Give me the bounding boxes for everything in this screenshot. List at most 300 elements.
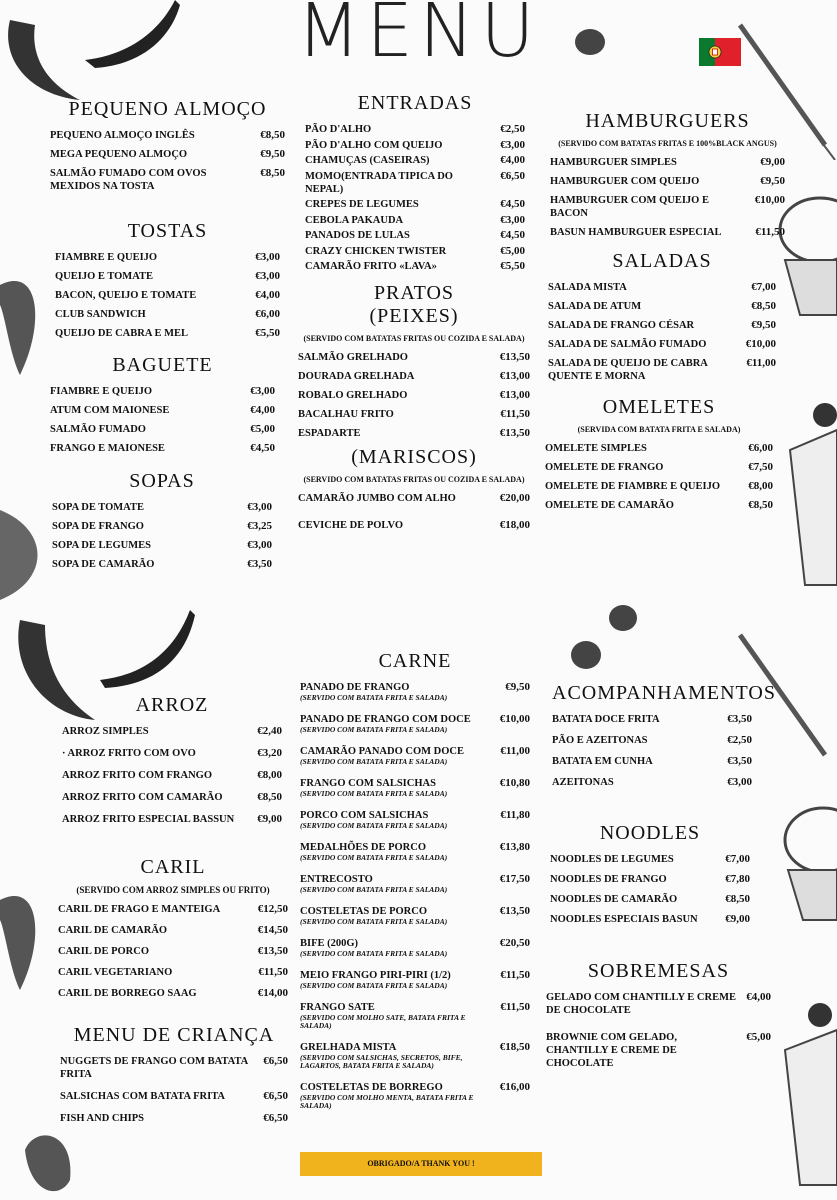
menu-item-name	[300, 809, 500, 830]
section-title: ACOMPANHAMENTOS	[552, 682, 776, 704]
section-sobremesas	[546, 960, 771, 1084]
menu-item-name-text: QUEIJO E TOMATE	[55, 271, 154, 282]
pepper-sketch-icon	[0, 880, 45, 1000]
menu-item	[552, 734, 752, 747]
thank-you-banner: OBRIGADO/A THANK YOU !	[300, 1152, 542, 1176]
menu-item-price: €2,40	[257, 725, 282, 737]
menu-item-name-text: COSTELETAS DE PORCO	[300, 906, 427, 917]
menu-item-name	[58, 987, 258, 1000]
menu-item-name	[55, 327, 255, 340]
menu-item-name-text: CAMARÃO FRITO «LAVA»	[305, 261, 437, 272]
menu-item-price: €9,50	[505, 681, 530, 693]
menu-item-note: (SERVIDO COM BATATA FRITA E SALADA)	[300, 789, 448, 798]
menu-item-name-text: CHAMUÇAS (CASEIRAS)	[305, 155, 430, 166]
menu-item-name	[50, 442, 250, 455]
menu-item-name	[55, 289, 255, 302]
menu-item-price: €3,50	[727, 713, 752, 725]
items-entradas	[305, 123, 525, 273]
menu-item-name-text: SALADA DE QUEIJO DE CABRA QUENTE E MORNA	[548, 358, 708, 382]
menu-item-name-text: HAMBURGUER SIMPLES	[550, 157, 677, 168]
items-omeletes	[545, 442, 773, 512]
menu-item-price: €11,50	[755, 226, 785, 238]
menu-item	[546, 1031, 771, 1070]
section-carne	[300, 650, 530, 1121]
menu-item-price: €5,00	[500, 244, 525, 257]
menu-item-note: (SERVIDO COM SALSICHAS, SECRETOS, BIFE, LAGARTOS, BATATA FRITA E SALADA)	[300, 1053, 463, 1070]
menu-item-name	[548, 281, 751, 294]
menu-item-price: €3,00	[247, 501, 272, 513]
menu-item-note: (SERVIDO COM BATATA FRITA E SALADA)	[300, 917, 448, 926]
items-noodles	[550, 853, 750, 926]
menu-item-name	[60, 1055, 263, 1081]
menu-item	[300, 937, 530, 958]
menu-item-price: €6,50	[263, 1112, 288, 1124]
menu-item-note: (SERVIDO COM BATATA FRITA E SALADA)	[300, 885, 448, 894]
items-saladas	[548, 281, 776, 383]
menu-item-price: €18,00	[499, 519, 530, 531]
menu-item	[305, 214, 525, 227]
menu-item-name-text: NOODLES DE CAMARÃO	[550, 894, 678, 905]
menu-item-price: €6,00	[748, 442, 773, 454]
menu-item-name	[300, 1041, 500, 1070]
menu-item-name-text: SOPA DE TOMATE	[52, 502, 144, 513]
menu-item	[298, 351, 530, 364]
menu-item-price: €9,50	[260, 148, 285, 160]
menu-item-name-text: BATATA EM CUNHA	[552, 756, 653, 767]
menu-item-name-text: SALMÃO FUMADO	[50, 424, 146, 435]
menu-item-price: €8,50	[748, 499, 773, 511]
menu-item	[305, 229, 525, 242]
menu-item-price: €2,50	[727, 734, 752, 746]
menu-item-price: €11,00	[746, 357, 776, 369]
menu-item-price: €12,50	[257, 903, 288, 915]
menu-item	[305, 198, 525, 211]
menu-item-price: €11,00	[500, 745, 530, 757]
menu-item	[305, 123, 525, 136]
menu-item-name-text: ROBALO GRELHADO	[298, 390, 408, 401]
menu-item	[546, 991, 771, 1017]
items-carne	[300, 681, 530, 1110]
menu-item-name-text: ATUM COM MAIONESE	[50, 405, 170, 416]
section-crianca	[60, 1024, 288, 1134]
menu-item-name	[552, 776, 727, 789]
menu-item-price: €4,50	[250, 442, 275, 454]
menu-item-price: €4,50	[500, 198, 525, 210]
menu-item-name	[552, 734, 727, 747]
menu-item-price: €3,00	[500, 213, 525, 226]
section-arroz	[62, 694, 282, 835]
menu-item	[62, 747, 282, 760]
menu-item	[50, 385, 275, 398]
menu-item-name-text: SALSICHAS COM BATATA FRITA	[60, 1091, 226, 1102]
menu-item-price: €3,00	[247, 539, 272, 551]
menu-item-note: (SERVIDO COM BATATA FRITA E SALADA)	[300, 821, 448, 830]
menu-item-name-text: OMELETE DE FRANGO	[545, 462, 664, 473]
menu-item-name	[50, 404, 250, 417]
section-subtitle: (SERVIDO COM ARROZ SIMPLES OU FRITO)	[76, 885, 270, 895]
menu-item-price: €13,50	[499, 905, 530, 917]
menu-item-name	[55, 308, 255, 321]
menu-item	[300, 1041, 530, 1070]
menu-item-name	[60, 1090, 263, 1103]
menu-item-price: €4,00	[500, 154, 525, 166]
menu-item	[58, 945, 288, 958]
menu-item	[300, 777, 530, 798]
menu-item-price: €6,50	[500, 169, 525, 182]
menu-item-name	[550, 226, 755, 239]
menu-item	[300, 841, 530, 862]
menu-item-name-text: NUGGETS DE FRANGO COM BATATA FRITA	[60, 1056, 248, 1080]
section-pequeno-almoco	[50, 98, 285, 199]
menu-item-note: (SERVIDO COM MOLHO MENTA, BATATA FRITA E SALADA)	[300, 1093, 474, 1110]
menu-item-price: €3,00	[255, 270, 280, 282]
menu-item-name-text: GRELHADA MISTA	[300, 1042, 397, 1053]
menu-item-price: €16,00	[499, 1081, 530, 1093]
section-omeletes	[545, 396, 773, 518]
menu-item-name	[545, 480, 748, 493]
menu-item-price: €5,00	[746, 1031, 771, 1043]
menu-item-price: €14,00	[257, 987, 288, 999]
menu-item	[50, 442, 275, 455]
menu-item-price: €9,00	[257, 813, 282, 825]
menu-item-name	[50, 385, 250, 398]
menu-item-price: €3,00	[250, 385, 275, 397]
menu-item-price: €3,20	[257, 747, 282, 759]
menu-item-name	[305, 139, 500, 152]
menu-item-name	[546, 991, 746, 1017]
menu-item	[58, 903, 288, 916]
menu-item-name-text: NOODLES ESPECIAIS BASUN	[550, 914, 698, 925]
menu-item-note: (SERVIDO COM BATATA FRITA E SALADA)	[300, 693, 448, 702]
menu-item-price: €10,80	[499, 777, 530, 789]
section-title: SALADAS	[612, 250, 712, 272]
menu-item-name-text: ENTRECOSTO	[300, 874, 373, 885]
menu-item-name	[550, 893, 725, 906]
menu-item-name	[50, 129, 260, 142]
menu-item-name-text: DOURADA GRELHADA	[298, 371, 415, 382]
menu-item-price: €3,25	[247, 520, 272, 532]
menu-item-name-text: ARROZ FRITO COM CAMARÃO	[62, 792, 223, 803]
menu-item-price: €7,80	[725, 873, 750, 885]
menu-item-name-text: CAMARÃO JUMBO COM ALHO	[298, 493, 456, 504]
menu-item	[550, 873, 750, 886]
menu-item-name-text: SALADA DE SALMÃO FUMADO	[548, 339, 707, 350]
menu-item-name-text: CARIL DE PORCO	[58, 946, 150, 957]
milkshake-icon	[785, 390, 837, 590]
menu-item-name	[305, 154, 500, 167]
menu-item-name	[550, 175, 760, 188]
menu-item	[545, 461, 773, 474]
menu-item	[62, 769, 282, 782]
menu-item-name	[548, 300, 751, 313]
menu-item-note: (SERVIDO COM BATATA FRITA E SALADA)	[300, 949, 448, 958]
menu-item	[298, 519, 530, 532]
menu-item	[550, 893, 750, 906]
section-title: (MARISCOS)	[351, 446, 477, 468]
menu-item	[298, 492, 530, 505]
menu-item-name-text: BATATA DOCE FRITA	[552, 714, 660, 725]
items-crianca	[60, 1055, 288, 1125]
section-title: CARNE	[378, 650, 452, 672]
menu-item	[298, 427, 530, 440]
menu-item-price: €6,50	[263, 1055, 288, 1067]
menu-item-name	[50, 148, 260, 161]
menu-item	[62, 725, 282, 738]
menu-item-price: €7,00	[725, 853, 750, 865]
section-title: OMELETES	[602, 396, 716, 418]
menu-item-name-text: PANADO DE FRANGO	[300, 682, 410, 693]
menu-item-price: €3,50	[247, 558, 272, 570]
menu-item-name	[62, 769, 257, 782]
section-subtitle: (SERVIDA COM BATATA FRITA E SALADA)	[577, 425, 741, 434]
menu-item-name	[50, 167, 260, 193]
menu-item	[298, 389, 530, 402]
menu-item-note: (SERVIDO COM MOLHO SATE, BATATA FRITA E SALADA)	[300, 1013, 466, 1030]
menu-item-name	[298, 370, 500, 383]
menu-item-price: €13,00	[499, 389, 530, 401]
menu-item-price: €20,00	[499, 492, 530, 504]
menu-item	[305, 170, 525, 196]
menu-item-name-text: FIAMBRE E QUEIJO	[55, 252, 158, 263]
menu-item-name-text: PEQUENO ALMOÇO INGLÊS	[50, 130, 195, 141]
cupcake-icon	[778, 800, 837, 925]
menu-item-name-text: CEVICHE DE POLVO	[298, 520, 404, 531]
section-subtitle: (SERVIDO COM BATATAS FRITAS OU COZIDA E SALADA)	[303, 334, 525, 343]
menu-item-price: €13,50	[499, 427, 530, 439]
menu-item-price: €11,80	[500, 809, 530, 821]
section-hamburguers	[550, 110, 785, 245]
menu-item	[300, 809, 530, 830]
menu-item-name	[58, 903, 258, 916]
menu-item-price: €4,00	[746, 991, 771, 1003]
section-title: NOODLES	[599, 822, 701, 844]
items-pequeno	[50, 129, 285, 193]
section-title: SOBREMESAS	[587, 960, 730, 982]
menu-item	[548, 300, 776, 313]
menu-item	[55, 308, 280, 321]
menu-item-name	[52, 558, 247, 571]
menu-item-price: €13,50	[257, 945, 288, 957]
menu-item-name-text: CRAZY CHICKEN TWISTER	[305, 245, 447, 257]
menu-item-name	[550, 853, 725, 866]
section-title: BAGUETE	[112, 354, 213, 376]
menu-item-name-text: PORCO COM SALSICHAS	[300, 810, 429, 821]
menu-item-price: €11,50	[500, 1001, 530, 1013]
menu-item-name-text: OMELETE DE FIAMBRE E QUEIJO	[545, 481, 721, 492]
items-sopas	[52, 501, 272, 571]
menu-item-name-text: SALMÃO FUMADO COM OVOS MEXIDOS NA TOSTA	[50, 168, 207, 192]
menu-item	[300, 1001, 530, 1030]
menu-item	[50, 129, 285, 142]
menu-item-price: €10,00	[499, 713, 530, 725]
menu-item-name-text: ESPADARTE	[298, 428, 361, 439]
menu-item-name	[548, 357, 746, 383]
menu-item-name-text: BIFE (200G)	[300, 938, 359, 949]
menu-item-name	[552, 713, 727, 726]
menu-title: MENU	[296, 0, 541, 74]
menu-item-name	[545, 499, 748, 512]
menu-item-name	[300, 681, 505, 702]
menu-item-name	[305, 123, 500, 136]
portugal-flag-icon[interactable]	[699, 38, 741, 66]
menu-item-name	[55, 270, 255, 283]
menu-item-name	[305, 229, 500, 242]
menu-item-name-text: BASUN HAMBURGUER ESPECIAL	[550, 227, 722, 238]
section-pratos	[298, 282, 530, 446]
menu-item-price: €3,00	[727, 776, 752, 788]
menu-item-price: €9,00	[725, 913, 750, 925]
menu-item-price: €17,50	[499, 873, 530, 885]
menu-item-price: €8,00	[257, 769, 282, 781]
menu-item-note: (SERVIDO COM BATATA FRITA E SALADA)	[300, 725, 448, 734]
menu-item-price: €2,50	[500, 123, 525, 135]
menu-item-name-text: OMELETE DE CAMARÃO	[545, 500, 674, 511]
menu-item-name	[305, 245, 500, 258]
milkshake-icon	[780, 990, 837, 1190]
menu-item-price: €13,80	[499, 841, 530, 853]
menu-item	[298, 408, 530, 421]
menu-item-note: (SERVIDO COM BATATA FRITA E SALADA)	[300, 853, 448, 862]
menu-item	[298, 370, 530, 383]
menu-item-name	[305, 170, 500, 196]
menu-item-name-text: FRANGO COM SALSICHAS	[300, 778, 436, 789]
menu-item-price: €9,50	[760, 175, 785, 187]
menu-item	[300, 681, 530, 702]
menu-item	[550, 194, 785, 220]
menu-item-name-text: ARROZ FRITO ESPECIAL BASSUN	[62, 814, 235, 825]
menu-item-name	[300, 937, 500, 958]
menu-item	[550, 156, 785, 169]
menu-item-name-text: MEIO FRANGO PIRI-PIRI (1/2)	[300, 970, 451, 981]
menu-item-name	[298, 408, 500, 421]
section-sopas	[52, 470, 272, 577]
menu-item-price: €10,00	[754, 194, 785, 206]
section-tostas	[55, 220, 280, 346]
menu-item-name-text: FRANGO E MAIONESE	[50, 443, 165, 454]
menu-item-name-text: GELADO COM CHANTILLY E CREME DE CHOCOLATE	[546, 992, 736, 1016]
menu-item	[55, 270, 280, 283]
section-subtitle: (SERVIDO COM BATATAS FRITAS E 100%BLACK ANGUS)	[558, 139, 777, 148]
menu-item	[545, 442, 773, 455]
menu-item-price: €5,50	[500, 260, 525, 272]
menu-item-name	[300, 905, 500, 926]
menu-item-price: €5,50	[255, 327, 280, 339]
menu-item-price: €7,50	[748, 461, 773, 473]
menu-item-name	[300, 1081, 500, 1110]
menu-item-price: €20,50	[499, 937, 530, 949]
menu-item	[305, 260, 525, 273]
menu-item-name	[548, 338, 746, 351]
menu-item-name	[546, 1031, 746, 1070]
menu-item-name	[62, 813, 257, 826]
menu-item-price: €8,50	[725, 893, 750, 905]
menu-item-name-text: OMELETE SIMPLES	[545, 443, 647, 454]
menu-item-name-text: FISH AND CHIPS	[60, 1113, 145, 1124]
menu-item-name-text: ARROZ SIMPLES	[62, 726, 149, 737]
menu-item	[550, 913, 750, 926]
menu-item-name	[305, 198, 500, 211]
menu-item-name	[550, 873, 725, 886]
menu-item	[300, 713, 530, 734]
menu-item-price: €9,00	[760, 156, 785, 168]
menu-item	[300, 873, 530, 894]
menu-item-name-text: SOPA DE LEGUMES	[52, 540, 151, 551]
menu-item-name	[58, 924, 258, 937]
menu-item-name-text: CLUB SANDWICH	[55, 309, 146, 320]
menu-item-name	[305, 260, 500, 273]
menu-item	[548, 281, 776, 294]
menu-item-name-text: CAMARÃO PANADO COM DOCE	[300, 746, 464, 757]
items-tostas	[55, 251, 280, 340]
menu-item-name-text: SALADA MISTA	[548, 282, 627, 293]
menu-item	[545, 480, 773, 493]
menu-item-price: €13,50	[499, 351, 530, 363]
menu-item-name-text: ARROZ FRITO COM FRANGO	[62, 770, 213, 781]
menu-item-price: €3,00	[500, 138, 525, 151]
menu-item-name-text: BACALHAU FRITO	[298, 409, 394, 420]
menu-item-name-text: FRANGO SATE	[300, 1002, 375, 1013]
menu-item	[60, 1055, 288, 1081]
menu-item-price: €8,50	[260, 129, 285, 141]
menu-item-name-text: MEGA PEQUENO ALMOÇO	[50, 149, 188, 160]
menu-item-price: €8,50	[257, 791, 282, 803]
menu-item-price: €10,00	[745, 338, 776, 350]
menu-item-price: €3,00	[255, 251, 280, 263]
menu-item-note: (SERVIDO COM BATATA FRITA E SALADA)	[300, 757, 448, 766]
menu-item-name	[300, 841, 500, 862]
menu-item-name	[62, 725, 257, 738]
menu-item	[300, 969, 530, 990]
menu-item-name-text: SALADA DE ATUM	[548, 301, 642, 312]
menu-item-name	[52, 539, 247, 552]
section-acompanhamentos	[552, 682, 776, 797]
menu-item-name	[58, 945, 258, 958]
menu-item-note: (SERVIDO COM BATATA FRITA E SALADA)	[300, 981, 448, 990]
section-noodles	[550, 822, 750, 933]
menu-item-price: €9,50	[751, 319, 776, 331]
menu-item-price: €7,00	[751, 281, 776, 293]
items-sobremesas	[546, 991, 771, 1070]
menu-item-name	[58, 966, 258, 979]
menu-item	[550, 226, 785, 239]
menu-item-name	[298, 519, 500, 532]
menu-item-price: €13,00	[499, 370, 530, 382]
pepper-sketch-icon	[0, 265, 45, 385]
menu-item	[55, 251, 280, 264]
menu-item-price: €8,50	[260, 167, 285, 179]
menu-item-name-text: HAMBURGUER COM QUEIJO	[550, 176, 700, 187]
menu-item-price: €5,00	[250, 423, 275, 435]
menu-item	[50, 148, 285, 161]
menu-item-name	[300, 969, 500, 990]
menu-item-name	[50, 423, 250, 436]
items-hamburguers	[550, 156, 785, 239]
menu-item-name-text: · ARROZ FRITO COM OVO	[62, 748, 196, 759]
menu-item-name-text: PÃO E AZEITONAS	[552, 735, 648, 746]
menu-item	[62, 791, 282, 804]
menu-item-name-text: BACON, QUEIJO E TOMATE	[55, 290, 197, 301]
menu-item	[548, 338, 776, 351]
menu-item-name	[545, 461, 748, 474]
menu-item-name-text: COSTELETAS DE BORREGO	[300, 1082, 443, 1093]
section-title: ARROZ	[135, 694, 209, 716]
menu-item-name-text: QUEIJO DE CABRA E MEL	[55, 328, 189, 339]
menu-item	[305, 154, 525, 167]
menu-item	[52, 539, 272, 552]
items-caril	[58, 903, 288, 1000]
menu-item	[52, 501, 272, 514]
menu-item-price: €14,50	[257, 924, 288, 936]
